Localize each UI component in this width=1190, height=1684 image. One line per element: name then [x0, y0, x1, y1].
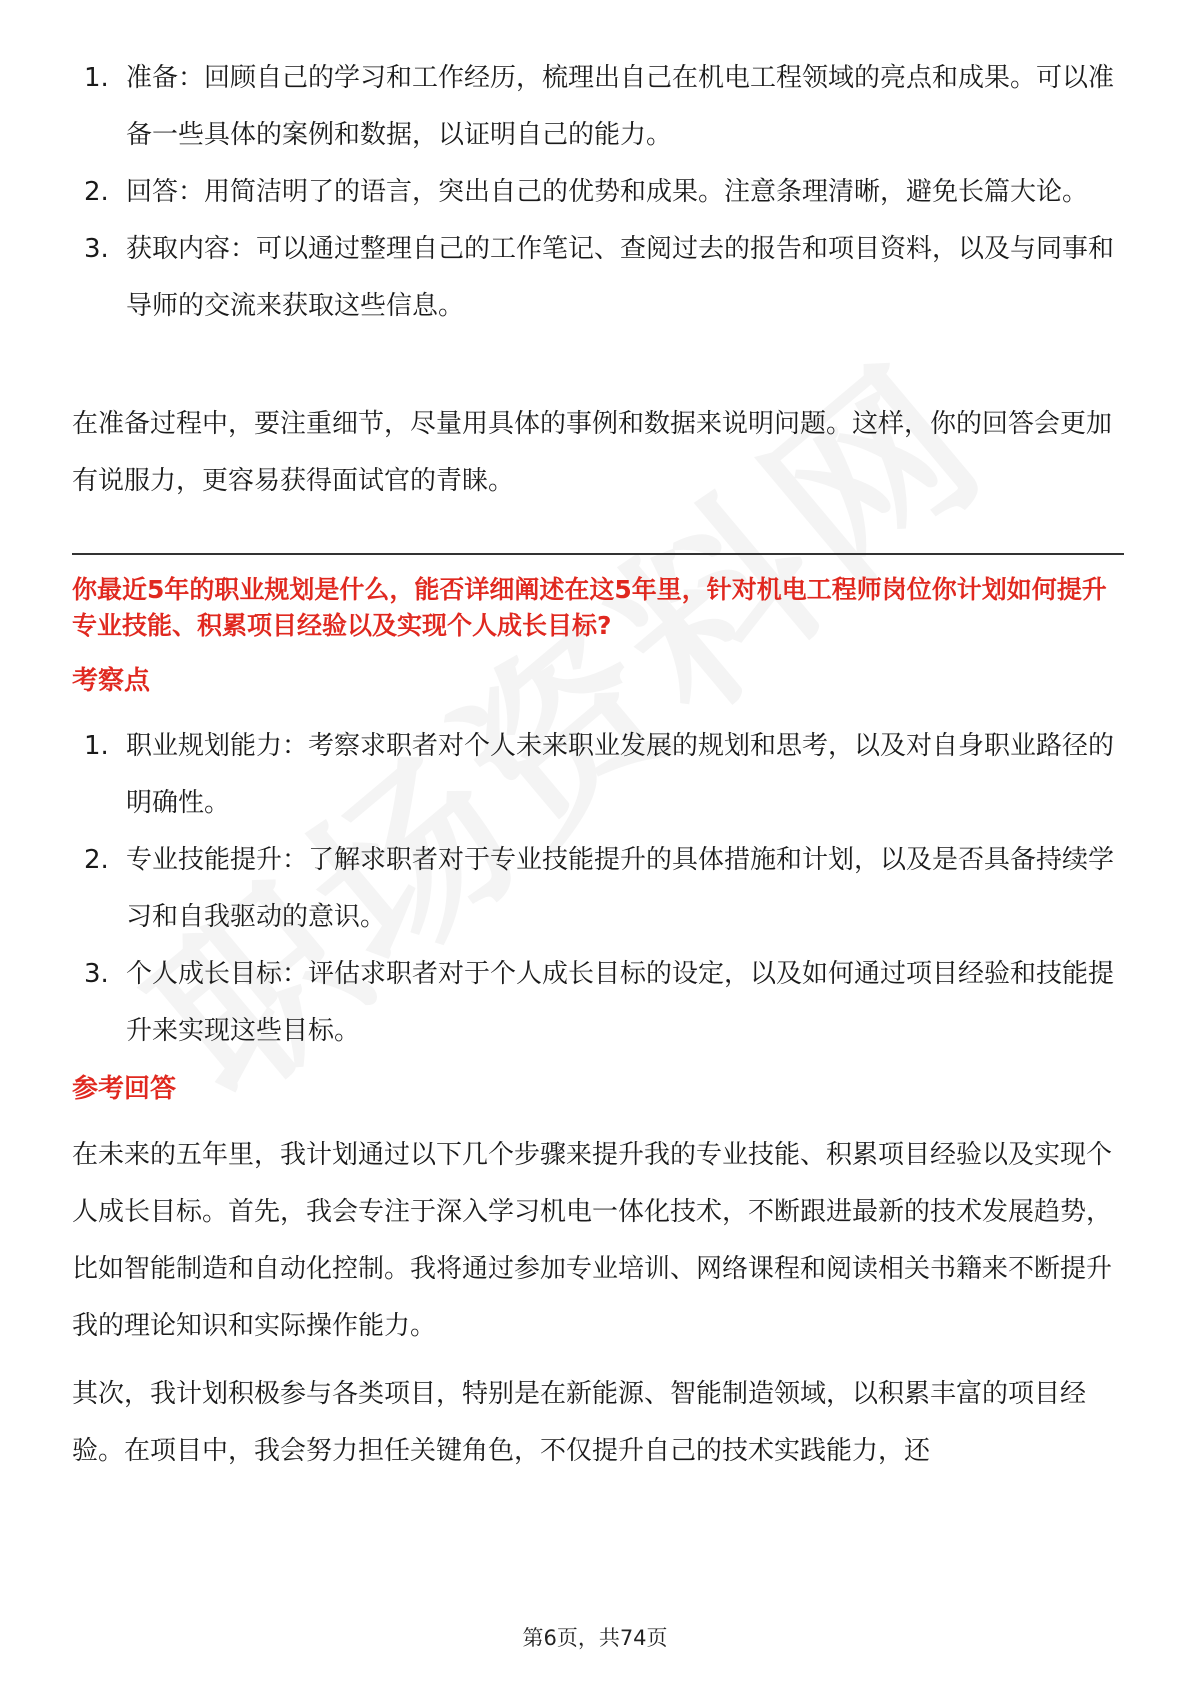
list-item: [84, 946, 1124, 1060]
list-number: 3.: [84, 959, 109, 989]
interview-question: 你最近5年的职业规划是什么，能否详细阐述在这5年里，针对机电工程师岗位你计划如何提升专业技能、积累项目经验以及实现个人成长目标?: [72, 575, 1107, 640]
list-item: [84, 164, 1124, 221]
list-item: [84, 221, 1124, 335]
section-divider: [72, 553, 1124, 555]
list-number: 2.: [84, 177, 109, 207]
list-text: 回答：用简洁明了的语言，突出自己的优势和成果。注意条理清晰，避免长篇大论。: [126, 177, 1089, 207]
answer-heading: 参考回答: [72, 1074, 177, 1104]
prep-note: 在准备过程中，要注重细节，尽量用具体的事例和数据来说明问题。这样，你的回答会更加有说服力，更容易获得面试官的青睐。: [72, 409, 1113, 496]
list-text: 职业规划能力：考察求职者对个人未来职业发展的规划和思考，以及对自身职业路径的明确性。: [126, 731, 1115, 818]
list-item: [84, 50, 1124, 164]
points-list: [84, 718, 1124, 1060]
page-footer: 第6页，共74页: [522, 1626, 668, 1650]
list-number: 3.: [84, 234, 109, 264]
list-text: 专业技能提升：了解求职者对于专业技能提升的具体措施和计划，以及是否具备持续学习和自我驱动的意识。: [126, 845, 1115, 932]
list-number: 1.: [84, 63, 109, 93]
prep-list: [84, 50, 1124, 335]
answer-paragraph: 其次，我计划积极参与各类项目，特别是在新能源、智能制造领域，以积累丰富的项目经验。在项目中，我会努力担任关键角色，不仅提升自己的技术实践能力，还: [72, 1379, 1087, 1466]
list-text: 个人成长目标：评估求职者对于个人成长目标的设定，以及如何通过项目经验和技能提升来实现这些目标。: [126, 959, 1115, 1046]
list-item: [84, 718, 1124, 832]
answer-paragraph: 在未来的五年里，我计划通过以下几个步骤来提升我的专业技能、积累项目经验以及实现个人成长目标。首先，我会专注于深入学习机电一体化技术，不断跟进最新的技术发展趋势，比如智能制造和自动化控制。我将通过参加专业培训、网络课程和阅读相关书籍来不断提升我的理论知识和实际操作能力。: [72, 1140, 1113, 1341]
list-number: 2.: [84, 845, 109, 875]
list-text: 准备：回顾自己的学习和工作经历，梳理出自己在机电工程领域的亮点和成果。可以准备一些具体的案例和数据，以证明自己的能力。: [126, 63, 1115, 150]
points-heading: 考察点: [72, 666, 151, 696]
list-number: 1.: [84, 731, 109, 761]
list-text: 获取内容：可以通过整理自己的工作笔记、查阅过去的报告和项目资料，以及与同事和导师的交流来获取这些信息。: [126, 234, 1115, 321]
list-item: [84, 832, 1124, 946]
